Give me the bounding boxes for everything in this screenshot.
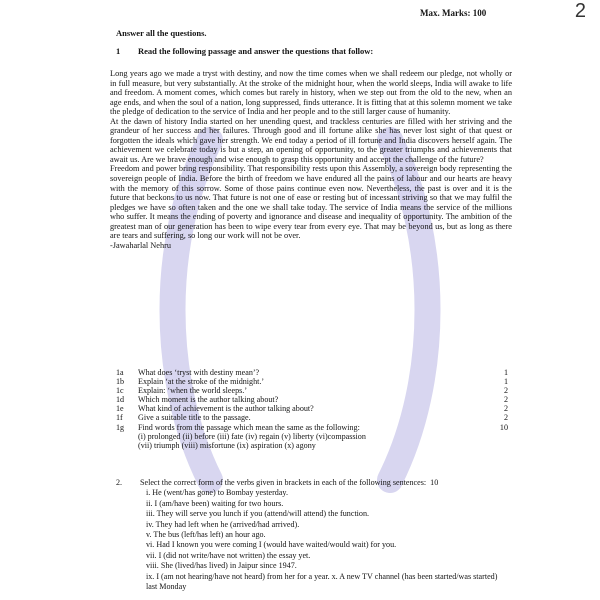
sub-question-marks: 2 — [503, 386, 508, 396]
sub-question-marks: 2 — [503, 413, 508, 423]
sub-question-text: Find words from the passage which mean the same as the following: — [138, 422, 360, 432]
sub-questions — [116, 368, 508, 450]
list-item: vii. I (did not write/have not written) the essay yet. — [146, 550, 311, 560]
page-number: 2 — [574, 0, 586, 22]
sub-question-marks: 2 — [503, 395, 508, 405]
sub-question-number: 1c — [116, 386, 124, 396]
sub-question-1f — [116, 413, 508, 422]
sub-question-text: What does ‘tryst with destiny mean’? — [138, 368, 260, 377]
list-item: v. The bus (left/has left) an hour ago. — [146, 530, 266, 540]
sub-question-marks: 1 — [503, 377, 508, 387]
question-2-prompt: Select the correct form of the verbs given in brackets in each of the following sentences: 10 — [140, 478, 439, 487]
passage-author: -Jawaharlal Nehru — [110, 240, 172, 250]
sub-question-text: Explain: ‘when the world sleeps.’ — [138, 386, 248, 396]
question-2-heading — [116, 478, 508, 488]
list-item: iv. They had left when he (arrived/had arrived). — [146, 519, 300, 529]
list-item: i. He (went/has gone) to Bombay yesterday. — [146, 488, 288, 498]
sub-question-number: 1a — [116, 368, 124, 377]
sub-question-1d — [116, 395, 508, 404]
sub-question-1c — [116, 386, 508, 395]
question-1-prompt: Read the following passage and answer the questions that follow: — [138, 46, 374, 56]
sub-question-number: 1g — [116, 422, 125, 432]
sub-question-text: Which moment is the author talking about? — [138, 395, 279, 405]
sub-question-text: What kind of achievement is the author talking about? — [138, 404, 314, 414]
passage-paragraph-1: Long years ago we made a tryst with destiny, and now the time comes when we shall redeem our pledge, not wholly or in full measure, but very substantially. At the stroke of the midnight hour, when the world sleeps, India will awake to life and freedom. A moment comes, which comes but rarely in history, when we step out from the old to the new, when an age ends, and when the soul of a nation, long suppressed, finds utterance. It is fitting that at this solemn moment we take the pledge of dedication to the service of India and her people and to the still larger cause of humanity. — [110, 69, 512, 117]
sub-question-marks: 1 — [503, 368, 508, 377]
question-1-heading — [116, 46, 373, 56]
word-list-line-2 — [116, 441, 508, 450]
passage-paragraph-2: At the dawn of history India started on her unending quest, and trackless centuries are filled with her striving and the grandeur of her success and her failures. Through good and ill fortune alike she has never lost sight of that quest or forgotten the ideals which gave her strength. We end today a period of ill fortune and India discovers herself again. The achievement we celebrate today is but a step, an opening of opportunity, to the greater triumphs and achievements that await us. Are we brave enough and wise enough to grasp this opportunity and accept the challenge of the future? — [110, 116, 512, 164]
question-2 — [116, 478, 508, 592]
list-item: vi. Had I known you were coming I (would have waited/would wait) for you. — [146, 540, 397, 550]
sub-question-text: Explain ‘at the stroke of the midnight.’ — [138, 377, 265, 387]
list-item: ii. I (am/have been) waiting for two hours. — [146, 498, 284, 508]
max-marks: Max. Marks: 100 — [420, 8, 487, 18]
question-1-number: 1 — [116, 46, 121, 56]
word-list-text: (i) prolonged (ii) before (iii) fate (iv) regain (v) liberty (vi)compassion — [138, 431, 366, 441]
sub-question-number: 1f — [116, 413, 123, 423]
sub-question-text: Give a suitable title to the passage. — [138, 413, 251, 423]
passage — [110, 69, 512, 250]
sub-question-number: 1d — [116, 395, 125, 405]
sub-question-number: 1b — [116, 377, 125, 387]
word-list-text: (vii) triumph (viii) misfortune (ix) aspiration (x) agony — [138, 440, 316, 450]
sub-question-1a — [116, 368, 508, 377]
list-item: iii. They will serve you lunch if you (attend/will attend) the function. — [146, 509, 370, 519]
instructions: Answer all the questions. — [116, 28, 207, 38]
list-item: ix. I (am not hearing/have not heard) from her for a year. x. A new TV channel (has been started/was started) last Monday — [146, 571, 498, 592]
question-2-number: 2. — [116, 478, 123, 487]
word-list-line-1 — [116, 432, 508, 441]
passage-paragraph-3: Freedom and power bring responsibility. That responsibility rests upon this Assembly, a sovereign body representing the sovereign people of India. Before the birth of freedom we have endured all the pains of labour and our hearts are heavy with the memory of this sorrow. Some of those pains continue even now. Nevertheless, the past is over and it is the future that beckons to us now. That future is not one of ease or resting but of incessant striving so that we may fulfil the pledges we have so often taken and the one we shall take today. The service of India means the service of the millions who suffer. It means the ending of poverty and ignorance and disease and inequality of opportunity. The ambition of the greatest man of our generation has been to wipe every tear from every eye. That may be beyond us, but as long as there are tears and suffering, so long our work will not be over. — [110, 164, 512, 241]
sub-question-1g — [116, 423, 508, 432]
question-2-marks: 10 — [430, 478, 439, 487]
list-item: viii. She (lived/has lived) in Jaipur since 1947. — [146, 561, 297, 571]
sub-question-marks: 10 — [499, 422, 508, 432]
sub-question-1e — [116, 404, 508, 413]
question-2-items — [116, 488, 508, 592]
sub-question-number: 1e — [116, 404, 124, 414]
sub-question-marks: 2 — [503, 404, 508, 414]
sub-question-1b — [116, 377, 508, 386]
